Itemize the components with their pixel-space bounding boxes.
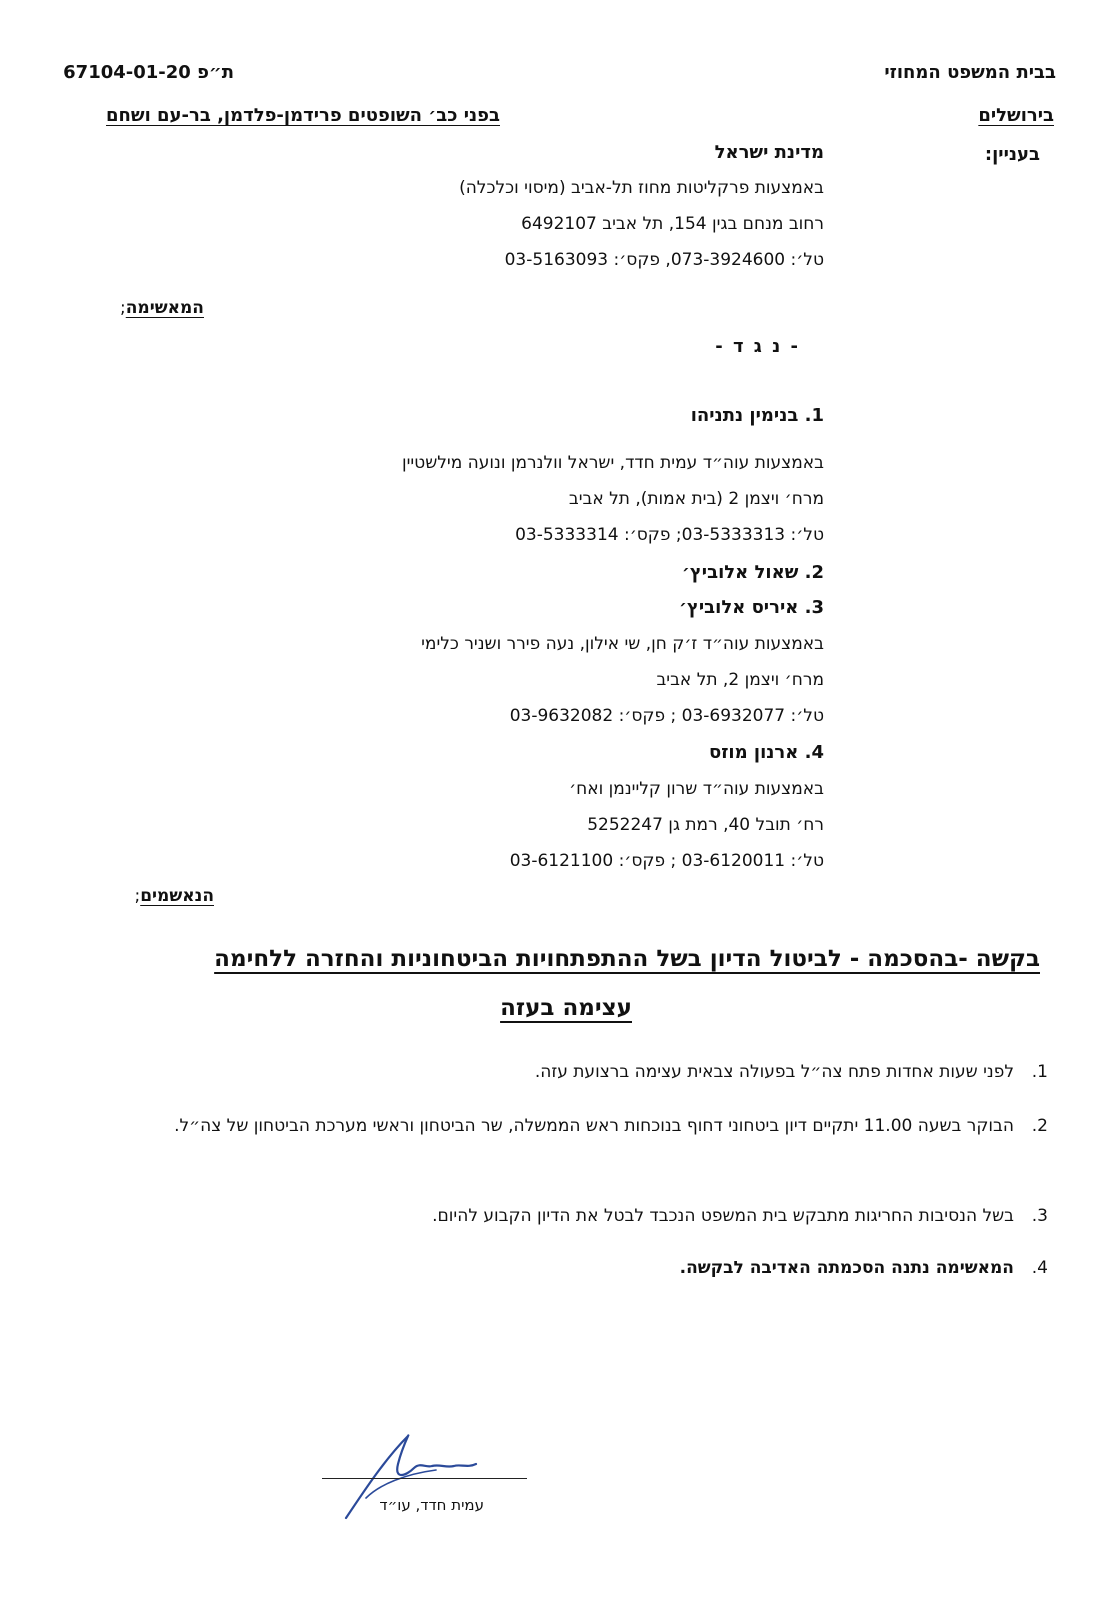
paragraph-number: 1. — [1031, 1062, 1048, 1082]
defendant-line: טל׳: 03-6932077 ; פקס׳: 03-9632082 — [509, 706, 824, 726]
prosecution-name: מדינת ישראל — [714, 142, 824, 163]
defendants-role — [134, 886, 214, 906]
paragraph-text: לפני שעות אחדות פתח צה״ל בפעולה צבאית עצימה ברצועת עזה. — [534, 1062, 1014, 1082]
judges-panel: בפני כב׳ השופטים פרידמן-פלדמן, בר-עם ושחם — [106, 105, 500, 126]
paragraph-number: 4. — [1031, 1258, 1048, 1278]
paragraph-text: המאשימה נתנה הסכמתה האדיבה לבקשה. — [679, 1258, 1014, 1278]
case-number: ת״פ 67104-01-20 — [63, 62, 234, 83]
defendant-line: באמצעות עוה״ד שרון קליינמן ואח׳ — [569, 779, 824, 799]
paragraph-number: 2. — [1031, 1116, 1048, 1136]
signature-line — [322, 1478, 527, 1479]
defendant-line: מרח׳ ויצמן 2 (בית אמות), תל אביב — [568, 489, 824, 509]
signer-name: עמית חדד, עו״ד — [379, 1496, 484, 1514]
defendant-line: טל׳: 03-6120011 ; פקס׳: 03-6121100 — [509, 851, 824, 871]
paragraph-text: הבוקר בשעה 11.00 יתקיים דיון ביטחוני דחוף בנוכחות ראש הממשלה, שר הביטחון וראשי מערכת הביטחון של צה״ל. — [174, 1116, 1014, 1136]
paragraph-number: 3. — [1031, 1206, 1048, 1226]
defendants-role-suffix: ; — [134, 886, 141, 906]
prosecution-line: רחוב מנחם בגין 154, תל אביב 6492107 — [521, 214, 824, 234]
court-city: בירושלים — [978, 105, 1054, 126]
request-title-line2: עצימה בעזה — [500, 995, 632, 1021]
defendant-line: מרח׳ ויצמן 2, תל אביב — [656, 670, 824, 690]
defendant-line: באמצעות עוה״ד עמית חדד, ישראל וולנרמן ונועה מילשטיין — [401, 453, 824, 473]
defendant-name: 3. איריס אלוביץ׳ — [678, 597, 824, 618]
defendants-role-label: הנאשמים — [140, 886, 214, 906]
defendant-name: 1. בנימין נתניהו — [690, 405, 824, 426]
defendant-line: באמצעות עוה״ד ז׳ק חן, שי אילון, נעה פירר ושניר כלימי — [421, 634, 824, 654]
prosecution-line: באמצעות פרקליטות מחוז תל-אביב (מיסוי וכלכלה) — [459, 178, 824, 198]
defendant-line: טל׳: 03-5333313; פקס׳: 03-5333314 — [515, 525, 824, 545]
court-name: בבית המשפט המחוזי — [884, 62, 1056, 83]
request-title-line1: בקשה -בהסכמה - לביטול הדיון בשל ההתפתחויות הביטחוניות והחזרה ללחימה — [214, 946, 1040, 972]
prosecution-role-label: המאשימה — [125, 298, 204, 318]
defendant-line: רח׳ תובל 40, רמת גן 5252247 — [587, 815, 824, 835]
prosecution-role — [120, 298, 204, 318]
matter-label: בעניין: — [984, 144, 1040, 165]
versus-divider: - נ ג ד - — [715, 336, 800, 357]
defendant-name: 2. שאול אלוביץ׳ — [681, 562, 824, 583]
defendant-name: 4. ארנון מוזס — [708, 742, 824, 763]
prosecution-line: טל׳: 073-3924600, פקס׳: 03-5163093 — [504, 250, 824, 270]
paragraph-text: בשל הנסיבות החריגות מתבקש בית המשפט הנכבד לבטל את הדיון הקבוע להיום. — [432, 1206, 1014, 1226]
prosecution-role-suffix: ; — [120, 298, 126, 318]
